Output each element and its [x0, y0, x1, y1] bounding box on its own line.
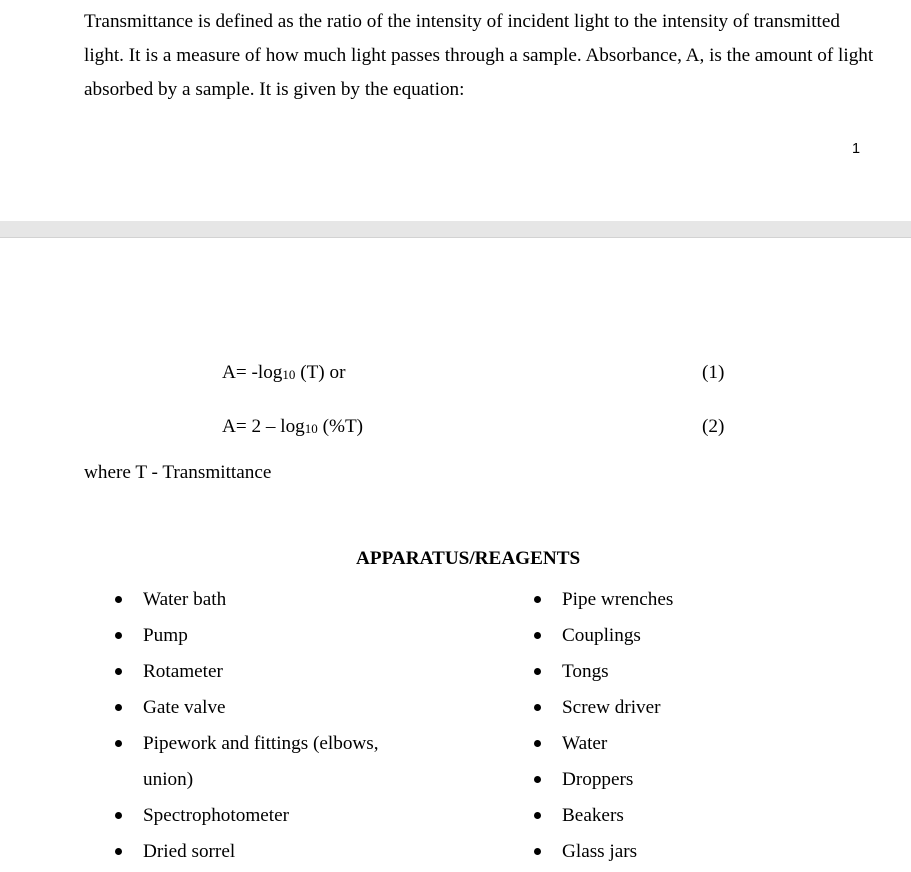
equation-1-suffix: (T) or — [295, 362, 346, 383]
list-item: Gate valve — [113, 690, 413, 726]
list-item: Pipework and fittings (elbows, — [113, 726, 413, 762]
equation-1-subscript: 10 — [282, 367, 296, 382]
equation-2-prefix: A= 2 – log — [222, 416, 305, 437]
list-item: Tongs — [532, 654, 832, 690]
equation-1-number: (1) — [702, 362, 725, 383]
equation-2-suffix: (%T) — [317, 416, 364, 437]
list-item: Rotameter — [113, 654, 413, 690]
apparatus-list-right — [532, 582, 832, 870]
list-item: Glass jars — [532, 834, 832, 870]
list-item: Couplings — [532, 618, 832, 654]
list-item: Spectrophotometer — [113, 798, 413, 834]
list-item: Pipe wrenches — [532, 582, 832, 618]
list-item: Droppers — [532, 762, 832, 798]
page-number: 1 — [852, 141, 861, 157]
equation-2-subscript: 10 — [304, 421, 318, 436]
equation-2 — [222, 416, 363, 438]
page-separator — [0, 221, 911, 238]
equation-1 — [222, 362, 345, 384]
list-item: Screw driver — [532, 690, 832, 726]
transmittance-paragraph: Transmittance is defined as the ratio of the intensity of incident light to the intensity of transmitted light. It is a measure of how much light passes through a sample. Absorbance, A, is the amount of light absorbed by a sample. It is given by the equation: — [84, 11, 874, 100]
equation-1-prefix: A= -log — [222, 362, 283, 383]
section-heading: APPARATUS/REAGENTS — [356, 548, 581, 569]
where-definition: where T - Transmittance — [84, 462, 272, 483]
equation-2-number: (2) — [702, 416, 725, 437]
list-item: Beakers — [532, 798, 832, 834]
list-item-continuation: union) — [143, 769, 194, 790]
list-item: Dried sorrel — [113, 834, 413, 870]
list-item: Pump — [113, 618, 413, 654]
document-page-1 — [0, 0, 911, 221]
list-item: Water bath — [113, 582, 413, 618]
list-item: Water — [532, 726, 832, 762]
apparatus-list-left — [113, 582, 413, 870]
